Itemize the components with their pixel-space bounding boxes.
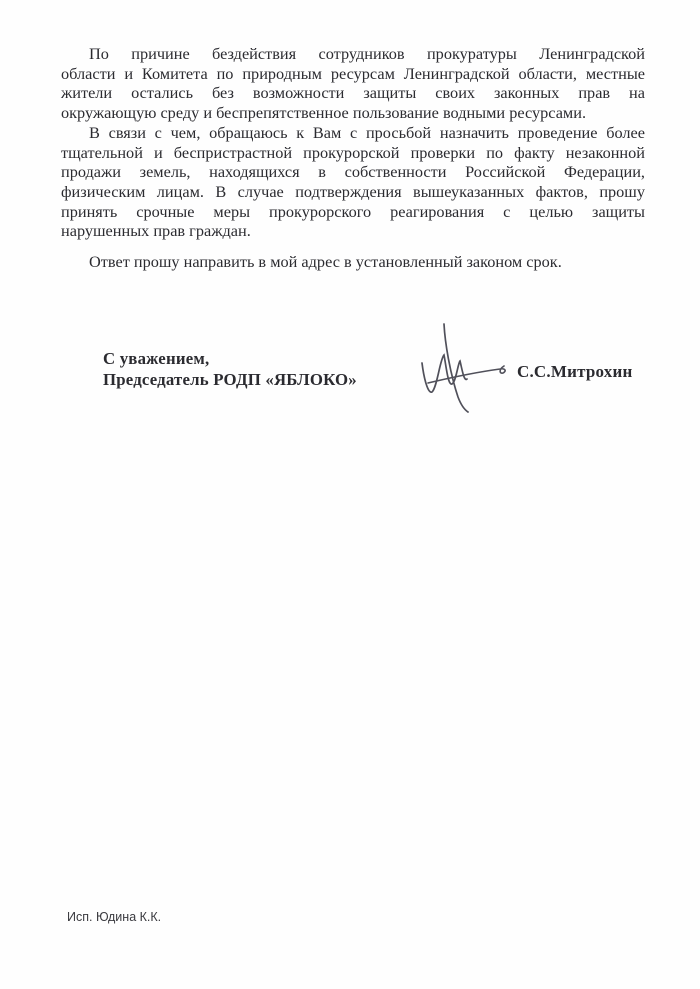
text-line: окружающую среду и беспрепятственное пользование водными ресурсами. (61, 103, 587, 123)
text-line: тщательной и беспристрастной прокурорской проверки по факту незаконной (61, 142, 645, 162)
text-line: физическим лицам. В случае подтверждения вышеуказанных фактов, прошу (61, 181, 645, 201)
text-line: Ответ прошу направить в мой адрес в установленный законом срок. (89, 252, 562, 272)
text-line: нарушенных прав граждан. (61, 221, 251, 241)
text-line: продажи земель, находящихся в собственности Российской Федерации, (61, 162, 645, 182)
paragraph-response-request (61, 252, 645, 272)
paragraph-1 (61, 44, 645, 123)
closing-line: С уважением, (103, 349, 210, 368)
text-line: В связи с чем, обращаюсь к Вам с просьбой назначить проведение более (89, 122, 645, 142)
letter-body (61, 44, 645, 272)
signer-name: С.С.Митрохин (517, 362, 633, 381)
text-line: По причине бездействия сотрудников прокуратуры Ленинградской (89, 44, 645, 63)
handwritten-signature-icon (413, 321, 515, 413)
paragraph-2 (61, 123, 645, 241)
text-line: жители остались без возможности защиты своих законных прав на (61, 83, 645, 103)
text-line: принять срочные меры прокурорского реагирования с целью защиты (61, 201, 645, 221)
executor-note: Исп. Юдина К.К. (67, 910, 162, 924)
text-line: области и Комитета по природным ресурсам Ленинградской области, местные (61, 63, 645, 83)
signature-closing-block (103, 349, 357, 390)
signer-title: Председатель РОДП «ЯБЛОКО» (103, 369, 357, 389)
